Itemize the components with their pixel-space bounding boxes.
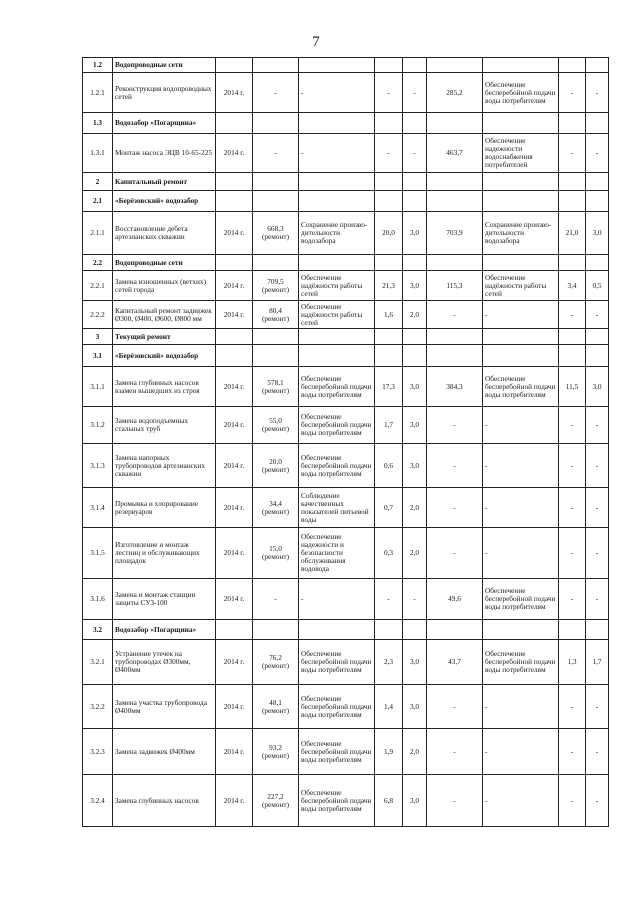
effect-cell <box>299 113 375 134</box>
year-cell: 2014 г. <box>216 301 253 329</box>
table-row <box>83 775 609 827</box>
measure-name-cell: Восстановление дебета артезианских скважин <box>113 212 216 255</box>
cost-cell <box>253 113 299 134</box>
effect-cell: Обеспечение бесперебойной подачи воды потребителям <box>299 685 375 729</box>
table-row <box>83 640 609 685</box>
cost-cell <box>253 620 299 640</box>
value-a-cell: - <box>375 73 403 113</box>
year-cell: 2014 г. <box>216 488 253 528</box>
value-b-cell <box>403 329 427 345</box>
value-a-cell <box>375 345 403 367</box>
cost-alt-cell: 703,9 <box>427 212 483 255</box>
measure-name-cell: Замена изношенных (ветхих) сетей города <box>113 271 216 301</box>
cost-cell <box>253 191 299 212</box>
value-c-cell <box>559 329 586 345</box>
table-row <box>83 301 609 329</box>
year-cell <box>216 345 253 367</box>
table-row <box>83 73 609 113</box>
table-row <box>83 620 609 640</box>
cost-cell: 668,3 (ремонт) <box>253 212 299 255</box>
measure-name-cell: Капитальный ремонт <box>113 173 216 191</box>
year-cell: 2014 г. <box>216 579 253 620</box>
value-c-cell: - <box>559 407 586 444</box>
table-row <box>83 444 609 488</box>
cost-cell: 227,2 (ремонт) <box>253 775 299 827</box>
cost-cell: 80,4 (ремонт) <box>253 301 299 329</box>
value-b-cell <box>403 113 427 134</box>
value-a-cell: 0,3 <box>375 528 403 579</box>
cost-cell: 15,0 (ремонт) <box>253 528 299 579</box>
value-c-cell: 11,5 <box>559 367 586 407</box>
cost-cell: 55,0 (ремонт) <box>253 407 299 444</box>
effect-alt-cell: - <box>483 528 559 579</box>
row-number-cell: 2.1.1 <box>83 212 113 255</box>
effect-alt-cell: - <box>483 488 559 528</box>
measure-name-cell: Замена глубинных насосов взамен вышедших из строя <box>113 367 216 407</box>
table-row <box>83 212 609 255</box>
value-c-cell: - <box>559 528 586 579</box>
effect-alt-cell: - <box>483 729 559 775</box>
value-c-cell: - <box>559 488 586 528</box>
value-d-cell: 3,0 <box>586 212 609 255</box>
row-number-cell: 3.2.4 <box>83 775 113 827</box>
measure-name-cell: Замена и монтаж станции защиты СУЗ-100 <box>113 579 216 620</box>
year-cell: 2014 г. <box>216 528 253 579</box>
value-a-cell <box>375 329 403 345</box>
row-number-cell: 3.1.3 <box>83 444 113 488</box>
measure-name-cell: Изготовление и монтаж лестниц и обслуживающих площадок <box>113 528 216 579</box>
cost-cell: 48,1 (ремонт) <box>253 685 299 729</box>
cost-cell: 93,2 (ремонт) <box>253 729 299 775</box>
row-number-cell: 3.1.5 <box>83 528 113 579</box>
cost-cell <box>253 173 299 191</box>
effect-cell <box>299 173 375 191</box>
cost-alt-cell: - <box>427 775 483 827</box>
value-d-cell: 1,7 <box>586 640 609 685</box>
effect-alt-cell <box>483 345 559 367</box>
cost-alt-cell: 285,2 <box>427 73 483 113</box>
table-row <box>83 345 609 367</box>
row-number-cell: 1.3 <box>83 113 113 134</box>
year-cell: 2014 г. <box>216 775 253 827</box>
table-row <box>83 407 609 444</box>
value-c-cell <box>559 173 586 191</box>
measure-name-cell: Капитальный ремонт задвижек Ø300, Ø400, Ø600, Ø800 мм <box>113 301 216 329</box>
cost-alt-cell: - <box>427 685 483 729</box>
value-d-cell: - <box>586 444 609 488</box>
cost-alt-cell: - <box>427 444 483 488</box>
row-number-cell: 2 <box>83 173 113 191</box>
value-a-cell: 1,7 <box>375 407 403 444</box>
value-a-cell: 0,7 <box>375 488 403 528</box>
value-a-cell <box>375 173 403 191</box>
effect-alt-cell <box>483 113 559 134</box>
effect-cell <box>299 620 375 640</box>
year-cell: 2014 г. <box>216 640 253 685</box>
row-number-cell: 2.2.1 <box>83 271 113 301</box>
cost-alt-cell: - <box>427 488 483 528</box>
value-c-cell: 21,0 <box>559 212 586 255</box>
effect-alt-cell: Обеспечение бесперебойной подачи воды потребителям <box>483 579 559 620</box>
table-row <box>83 685 609 729</box>
value-d-cell: - <box>586 134 609 173</box>
effect-alt-cell: - <box>483 685 559 729</box>
year-cell: 2014 г. <box>216 685 253 729</box>
measure-name-cell: Водозабор «Погарщина» <box>113 620 216 640</box>
value-c-cell: 3,4 <box>559 271 586 301</box>
row-number-cell: 3.1.1 <box>83 367 113 407</box>
table-row <box>83 58 609 73</box>
year-cell: 2014 г. <box>216 134 253 173</box>
cost-cell: 20,0 (ремонт) <box>253 444 299 488</box>
cost-cell: 34,4 (ремонт) <box>253 488 299 528</box>
effect-alt-cell: - <box>483 775 559 827</box>
table-row <box>83 367 609 407</box>
year-cell: 2014 г. <box>216 212 253 255</box>
cost-alt-cell: - <box>427 528 483 579</box>
value-a-cell: 6,8 <box>375 775 403 827</box>
effect-cell <box>299 255 375 271</box>
value-b-cell: 3,0 <box>403 271 427 301</box>
value-d-cell: - <box>586 775 609 827</box>
cost-cell: 709,5 (ремонт) <box>253 271 299 301</box>
value-c-cell: - <box>559 729 586 775</box>
value-a-cell <box>375 255 403 271</box>
cost-alt-cell <box>427 191 483 212</box>
value-a-cell: 1,4 <box>375 685 403 729</box>
value-a-cell: 1,6 <box>375 301 403 329</box>
row-number-cell: 2.1 <box>83 191 113 212</box>
cost-cell <box>253 58 299 73</box>
value-d-cell <box>586 113 609 134</box>
value-b-cell: 3,0 <box>403 775 427 827</box>
value-b-cell: 2,0 <box>403 729 427 775</box>
year-cell <box>216 620 253 640</box>
effect-alt-cell <box>483 191 559 212</box>
value-b-cell: 3,0 <box>403 407 427 444</box>
value-b-cell <box>403 173 427 191</box>
effect-alt-cell: Обеспечение надежности водоснабжения потребителей <box>483 134 559 173</box>
row-number-cell: 3.1 <box>83 345 113 367</box>
effect-cell: Обеспечение бесперебойной подачи воды потребителям <box>299 729 375 775</box>
effect-cell <box>299 329 375 345</box>
measure-name-cell: Замена участка трубопровода Ø400мм <box>113 685 216 729</box>
cost-alt-cell <box>427 329 483 345</box>
table-row <box>83 271 609 301</box>
measure-name-cell: Монтаж насоса ЭЦВ 10-65-225 <box>113 134 216 173</box>
cost-cell <box>253 345 299 367</box>
year-cell <box>216 255 253 271</box>
cost-alt-cell <box>427 255 483 271</box>
value-d-cell <box>586 255 609 271</box>
value-b-cell: 2,0 <box>403 488 427 528</box>
value-a-cell: 21,3 <box>375 271 403 301</box>
effect-alt-cell <box>483 255 559 271</box>
row-number-cell: 1.2 <box>83 58 113 73</box>
cost-cell: - <box>253 134 299 173</box>
cost-alt-cell: 49,6 <box>427 579 483 620</box>
effect-alt-cell: - <box>483 407 559 444</box>
measure-name-cell: Водопроводные сети <box>113 255 216 271</box>
value-b-cell <box>403 620 427 640</box>
effect-cell: - <box>299 73 375 113</box>
value-a-cell: 0,6 <box>375 444 403 488</box>
value-c-cell <box>559 620 586 640</box>
cost-alt-cell <box>427 173 483 191</box>
row-number-cell: 3.2.3 <box>83 729 113 775</box>
cost-alt-cell: - <box>427 407 483 444</box>
table-row <box>83 191 609 212</box>
value-b-cell <box>403 345 427 367</box>
value-b-cell: - <box>403 134 427 173</box>
year-cell <box>216 329 253 345</box>
year-cell: 2014 г. <box>216 407 253 444</box>
value-a-cell: - <box>375 579 403 620</box>
row-number-cell: 3.1.4 <box>83 488 113 528</box>
measure-name-cell: Устранение утечек на трубопроводах Ø300мм, Ø400мм <box>113 640 216 685</box>
cost-alt-cell: 115,3 <box>427 271 483 301</box>
row-number-cell: 2.2.2 <box>83 301 113 329</box>
table-body <box>83 58 609 827</box>
measure-name-cell: Текущий ремонт <box>113 329 216 345</box>
row-number-cell: 3 <box>83 329 113 345</box>
row-number-cell: 3.2.2 <box>83 685 113 729</box>
cost-alt-cell <box>427 345 483 367</box>
measure-name-cell: «Берёзовский» водозабор <box>113 191 216 212</box>
value-a-cell <box>375 620 403 640</box>
effect-cell: Обеспечение бесперебойной подачи воды потребителям <box>299 407 375 444</box>
cost-alt-cell: 463,7 <box>427 134 483 173</box>
value-c-cell <box>559 345 586 367</box>
cost-alt-cell: 43,7 <box>427 640 483 685</box>
row-number-cell: 1.2.1 <box>83 73 113 113</box>
value-c-cell <box>559 113 586 134</box>
measure-name-cell: Водозабор «Погарщина» <box>113 113 216 134</box>
value-d-cell <box>586 345 609 367</box>
measure-name-cell: Промывка и хлорирование резервуаров <box>113 488 216 528</box>
cost-alt-cell: 384,3 <box>427 367 483 407</box>
value-b-cell: 3,0 <box>403 640 427 685</box>
value-d-cell <box>586 191 609 212</box>
value-b-cell: 2,0 <box>403 528 427 579</box>
effect-cell <box>299 191 375 212</box>
value-a-cell <box>375 191 403 212</box>
row-number-cell: 1.3.1 <box>83 134 113 173</box>
measure-name-cell: «Берёзовский» водозабор <box>113 345 216 367</box>
value-a-cell: - <box>375 134 403 173</box>
value-d-cell: - <box>586 488 609 528</box>
measures-table <box>82 57 609 827</box>
year-cell: 2014 г. <box>216 367 253 407</box>
value-c-cell <box>559 58 586 73</box>
row-number-cell: 3.1.6 <box>83 579 113 620</box>
effect-cell <box>299 58 375 73</box>
value-b-cell: 3,0 <box>403 212 427 255</box>
value-b-cell <box>403 58 427 73</box>
value-b-cell: - <box>403 579 427 620</box>
year-cell: 2014 г. <box>216 444 253 488</box>
value-c-cell: - <box>559 444 586 488</box>
year-cell: 2014 г. <box>216 729 253 775</box>
table-row <box>83 729 609 775</box>
value-b-cell: 3,0 <box>403 444 427 488</box>
cost-alt-cell: - <box>427 729 483 775</box>
value-d-cell: - <box>586 528 609 579</box>
value-d-cell: 0,5 <box>586 271 609 301</box>
effect-cell: Обеспечение надёжности работы сетей <box>299 271 375 301</box>
effect-cell: - <box>299 579 375 620</box>
value-b-cell <box>403 255 427 271</box>
effect-alt-cell: Обеспечение надёжности работы сетей <box>483 271 559 301</box>
value-c-cell: - <box>559 579 586 620</box>
value-a-cell: 17,3 <box>375 367 403 407</box>
effect-alt-cell <box>483 620 559 640</box>
effect-cell: Обеспечение надежности и безопасности обслуживания водовода <box>299 528 375 579</box>
value-d-cell <box>586 620 609 640</box>
year-cell <box>216 173 253 191</box>
value-b-cell <box>403 191 427 212</box>
table-row <box>83 329 609 345</box>
measure-name-cell: Замена напорных трубопроводов артезианских скважин <box>113 444 216 488</box>
cost-cell: 578,1 (ремонт) <box>253 367 299 407</box>
effect-cell: Обеспечение надёжности работы сетей <box>299 301 375 329</box>
table-row <box>83 113 609 134</box>
cost-alt-cell <box>427 58 483 73</box>
row-number-cell: 3.2 <box>83 620 113 640</box>
year-cell: 2014 г. <box>216 271 253 301</box>
value-a-cell <box>375 58 403 73</box>
value-c-cell <box>559 255 586 271</box>
table-row <box>83 528 609 579</box>
table-row <box>83 488 609 528</box>
value-a-cell <box>375 113 403 134</box>
value-a-cell: 20,0 <box>375 212 403 255</box>
value-d-cell: - <box>586 729 609 775</box>
value-c-cell: - <box>559 685 586 729</box>
measure-name-cell: Замена водоподъемных стальных труб <box>113 407 216 444</box>
effect-alt-cell <box>483 58 559 73</box>
row-number-cell: 2.2 <box>83 255 113 271</box>
table-row <box>83 173 609 191</box>
cost-alt-cell: - <box>427 301 483 329</box>
effect-alt-cell: Обеспечение бесперебойной подачи воды потребителям <box>483 640 559 685</box>
effect-cell: Обеспечение бесперебойной подачи воды потребителям <box>299 640 375 685</box>
cost-cell <box>253 255 299 271</box>
row-number-cell: 3.2.1 <box>83 640 113 685</box>
effect-cell: Обеспечение бесперебойной подачи воды потребителям <box>299 367 375 407</box>
year-cell: 2014 г. <box>216 73 253 113</box>
value-d-cell <box>586 329 609 345</box>
effect-cell: Обеспечение бесперебойной подачи воды потребителям <box>299 444 375 488</box>
value-c-cell: - <box>559 73 586 113</box>
value-d-cell: 3,0 <box>586 367 609 407</box>
effect-alt-cell <box>483 329 559 345</box>
value-d-cell: - <box>586 579 609 620</box>
effect-cell: Соблюдение качественных показателей питьевой воды <box>299 488 375 528</box>
measure-name-cell: Водопроводные сети <box>113 58 216 73</box>
value-b-cell: 2,0 <box>403 301 427 329</box>
cost-alt-cell <box>427 113 483 134</box>
measure-name-cell: Замена задвижек Ø400мм <box>113 729 216 775</box>
value-d-cell: - <box>586 73 609 113</box>
effect-cell: - <box>299 134 375 173</box>
effect-cell: Сохранение произво-дительности водозабора <box>299 212 375 255</box>
effect-alt-cell: Сохранение произво-дительности водозабора <box>483 212 559 255</box>
value-d-cell <box>586 58 609 73</box>
measure-name-cell: Реконструкция водопроводных сетей <box>113 73 216 113</box>
value-d-cell <box>586 173 609 191</box>
effect-alt-cell: - <box>483 301 559 329</box>
value-a-cell: 2,3 <box>375 640 403 685</box>
value-d-cell: - <box>586 407 609 444</box>
cost-cell: - <box>253 579 299 620</box>
cost-alt-cell <box>427 620 483 640</box>
effect-alt-cell: Обеспечение бесперебойной подачи воды потребителям <box>483 367 559 407</box>
effect-alt-cell: - <box>483 444 559 488</box>
value-c-cell: - <box>559 775 586 827</box>
effect-alt-cell <box>483 173 559 191</box>
page-number: 7 <box>312 34 320 50</box>
cost-cell <box>253 329 299 345</box>
value-b-cell: - <box>403 73 427 113</box>
effect-cell: Обеспечение бесперебойной подачи воды потребителям <box>299 775 375 827</box>
value-c-cell <box>559 191 586 212</box>
value-a-cell: 1,9 <box>375 729 403 775</box>
year-cell <box>216 58 253 73</box>
value-c-cell: 1,3 <box>559 640 586 685</box>
row-number-cell: 3.1.2 <box>83 407 113 444</box>
value-b-cell: 3,0 <box>403 367 427 407</box>
table-row <box>83 134 609 173</box>
table-row <box>83 255 609 271</box>
value-d-cell: - <box>586 301 609 329</box>
effect-cell <box>299 345 375 367</box>
table-row <box>83 579 609 620</box>
effect-alt-cell: Обеспечение бесперебойной подачи воды потребителям <box>483 73 559 113</box>
year-cell <box>216 113 253 134</box>
value-c-cell: - <box>559 134 586 173</box>
value-d-cell: - <box>586 685 609 729</box>
year-cell <box>216 191 253 212</box>
measure-name-cell: Замена глубинных насосов <box>113 775 216 827</box>
cost-cell: 76,2 (ремонт) <box>253 640 299 685</box>
cost-cell: - <box>253 73 299 113</box>
value-c-cell: - <box>559 301 586 329</box>
value-b-cell: 3,0 <box>403 685 427 729</box>
